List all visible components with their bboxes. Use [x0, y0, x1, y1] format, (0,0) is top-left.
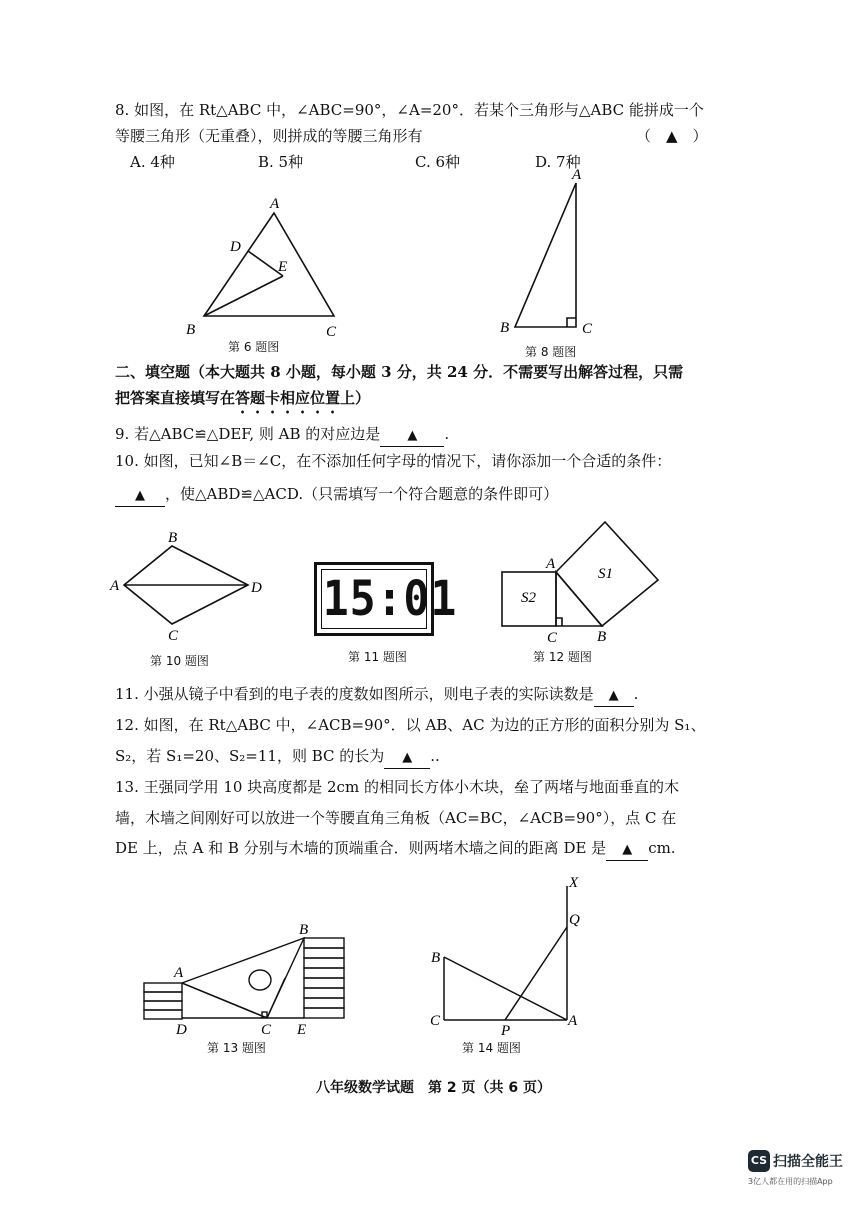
fig10-label-a: A — [110, 578, 120, 594]
fig14-label-b: B — [431, 950, 441, 966]
fig12-label-a: A — [546, 556, 556, 572]
fig10-label-b: B — [168, 530, 178, 546]
fig12-label-b: B — [597, 629, 607, 645]
q8-option-b: B. 5种 — [258, 153, 304, 171]
fig8-label-a: A — [572, 167, 582, 183]
q8-line1: 8. 如图，在 Rt△ABC 中，∠ABC=90°，∠A=20°．若某个三角形与△ABC 能拼成一个 — [115, 101, 704, 119]
q8-option-d: D. 7种 — [535, 153, 581, 171]
section2-heading-line1: 二、填空题（本大题共 8 小题，每小题 3 分，共 24 分．不需要写出解答过程，只需 — [115, 363, 684, 381]
q10-line1: 10. 如图，已知∠B＝∠C，在不添加任何字母的情况下，请你添加一个合适的条件： — [115, 452, 672, 470]
fig12-caption: 第 12 题图 — [533, 650, 592, 664]
fig14-caption: 第 14 题图 — [462, 1041, 521, 1055]
fig12-label-s1: S1 — [598, 566, 613, 582]
section2-heading-line2: 把答案直接填写在答题卡相应位置上） — [115, 389, 371, 407]
fig8-label-b: B — [500, 320, 510, 336]
q10-answer-blank[interactable]: ▲ — [115, 484, 165, 507]
page-footer: 八年级数学试题 第 2 页（共 6 页） — [316, 1080, 551, 1096]
q12-answer-blank[interactable]: ▲ — [384, 746, 430, 769]
q12-line2: S₂，若 S₁=20、S₂=11，则 BC 的长为 ▲ .. — [115, 746, 440, 769]
emphasis-text: 答题卡相应位置 — [235, 389, 341, 407]
watermark-subtitle: 3亿人都在用的扫描App — [748, 1177, 833, 1186]
fig13-label-c: C — [261, 1022, 272, 1038]
fig10-label-c: C — [168, 628, 179, 644]
fig12-label-c: C — [547, 630, 558, 646]
fig6-label-b: B — [186, 322, 196, 338]
watermark-name: 扫描全能王 — [773, 1154, 843, 1170]
fig13-label-b: B — [299, 922, 309, 938]
fig13-caption: 第 13 题图 — [207, 1041, 266, 1055]
q8-option-a: A. 4种 — [130, 153, 175, 171]
camscanner-logo-icon: CS — [748, 1150, 770, 1172]
fig10-caption: 第 10 题图 — [150, 654, 209, 668]
fig14-label-p: P — [501, 1023, 511, 1039]
q11-text: 11. 小强从镜子中看到的电子表的度数如图所示，则电子表的实际读数是 ▲ . — [115, 684, 638, 707]
digital-clock — [314, 562, 458, 636]
fig6-label-c: C — [326, 324, 337, 340]
fig14-label-c: C — [430, 1013, 441, 1029]
fig13-label-d: D — [176, 1022, 187, 1038]
fig11-caption: 第 11 题图 — [348, 650, 407, 664]
q13-line3: DE 上，点 A 和 B 分别与木墙的顶端重合．则两堵木墙之间的距离 DE 是 ▲ cm. — [115, 838, 676, 861]
q8-option-c: C. 6种 — [415, 153, 461, 171]
fig6-caption: 第 6 题图 — [228, 340, 280, 354]
fig8-caption: 第 8 题图 — [525, 345, 577, 359]
q11-answer-blank[interactable]: ▲ — [594, 684, 634, 707]
q13-line2: 墙，木墙之间刚好可以放进一个等腰直角三角板（AC=BC，∠ACB=90°），点 C 在 — [115, 809, 677, 827]
fig6-label-d: D — [230, 239, 241, 255]
clock-display: 15:01 — [322, 571, 458, 627]
q8-answer: （ ▲ ） — [636, 127, 708, 145]
q8-line2: 等腰三角形（无重叠），则拼成的等腰三角形有 — [115, 127, 423, 145]
fig10-label-d: D — [251, 580, 262, 596]
fig8-label-c: C — [582, 321, 593, 337]
fig6-label-a: A — [270, 196, 280, 212]
q9-text: 9. 若△ABC≌△DEF, 则 AB 的对应边是 ▲ . — [115, 424, 449, 447]
fig12-label-s2: S2 — [521, 590, 536, 606]
fig14-label-x: X — [569, 875, 579, 891]
fig13-label-e: E — [297, 1022, 307, 1038]
fig6-label-e: E — [278, 259, 288, 275]
fig14-label-q: Q — [569, 912, 580, 928]
fig14-label-a: A — [568, 1013, 578, 1029]
q10-line2: ▲ ，使△ABD≌△ACD.（只需填写一个符合题意的条件即可） — [115, 484, 558, 507]
q9-answer-blank[interactable]: ▲ — [380, 424, 444, 447]
scanner-watermark — [748, 1150, 843, 1187]
fig13-label-a: A — [174, 965, 184, 981]
q12-line1: 12. 如图，在 Rt△ABC 中，∠ACB=90°．以 AB、AC 为边的正方形的面积分别为 S₁、 — [115, 716, 706, 734]
q13-answer-blank[interactable]: ▲ — [606, 838, 648, 861]
q13-line1: 13. 王强同学用 10 块高度都是 2cm 的相同长方体小木块，垒了两堵与地面垂直的木 — [115, 778, 679, 796]
